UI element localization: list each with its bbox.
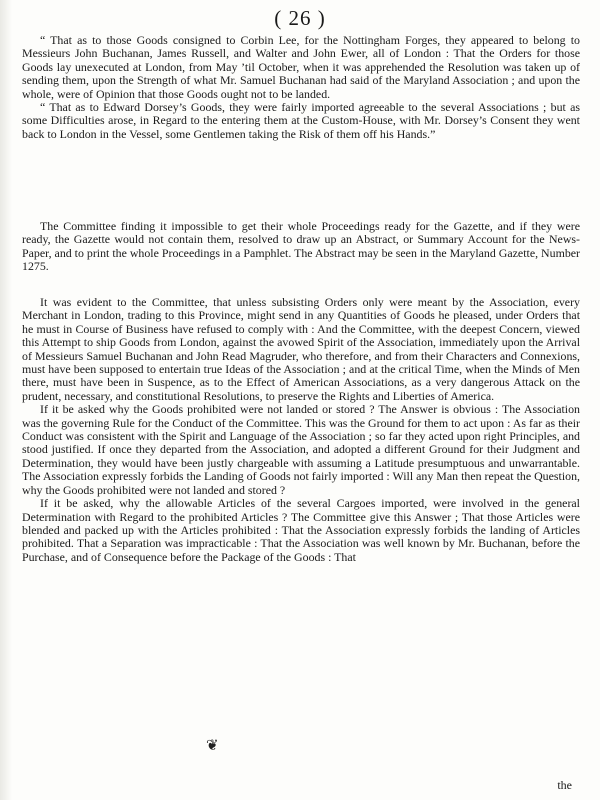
scan-shadow-edge (0, 0, 12, 800)
committee-pamphlet-note (22, 220, 580, 274)
paragraph-corbin-lee-goods: “ That as to those Goods consigned to Corbin Lee, for the Nottingham Forges, they appeared to belong to Messieurs John Buchanan, James Russell, and Walter and John Ewer, all of London : That the Orders for those Goods lay unexecuted at London, from May ’til October, when it was apprehended the Resolution was taken up of sending them, upon the Strength of what Mr. Samuel Buchanan had said of the Maryland Association ; and upon the whole, were of Opinion that those Goods ought not to be landed. (22, 33, 580, 101)
paragraph-committee-abstract: The Committee finding it impossible to get their whole Proceedings ready for the Gazette, and if they were ready, the Gazette would not contain them, resolved to draw up an Abstract, or Summary Account for the News-Paper, and to print the whole Proceedings in a Pamphlet. The Abstract may be seen in the Maryland Gazette, Number 1275. (22, 219, 581, 274)
paragraph-goods-not-landed: If it be asked why the Goods prohibited were not landed or stored ? The Answer is obvious : The Association was the governing Rule for the Conduct of the Committee. This was the Ground for them to act upon : As far as their Conduct was consistent with the Spirit and Language of the Association ; so far they acted upon right Principles, and stood justified. If once they departed from the Association, and adopted a different Ground for their Judgment and Determination, they would have been justly chargeable with assuming a Latitude presumptuous and unwarrantable. The Association expressly forbids the Landing of Goods not fairly imported : Will any Man then repeat the Question, why the Goods prohibited were not landed and stored ? (22, 402, 580, 497)
catchword: the (557, 778, 572, 792)
committee-reasoning (22, 296, 580, 564)
paragraph-allowable-articles: If it be asked, why the allowable Articles of the several Cargoes imported, were involved in the general Determination with Regard to the prohibited Articles ? The Committee give this Answer ; That those Articles were blended and packed up with the Articles prohibited : That the Association expressly forbids the landing of Articles prohibited. That a Separation was impracticable : That the Association was well known by Mr. Buchanan, before the Purchase, and of Consequence before the Package of the Goods : That (22, 496, 580, 564)
page-number: ( 26 ) (274, 6, 326, 30)
paragraph-it-was-evident: It was evident to the Committee, that unless subsisting Orders only were meant by the Association, every Merchant in London, trading to this Province, might send in any Quantities of Goods he pleased, under Orders that he must in Course of Business have refused to comply with : And the Committee, with the deepest Concern, viewed this Attempt to ship Goods from London, against the avowed Spirit of the Association, immediately upon the Arrival of Messieurs Samuel Buchanan and John Read Magruder, who therefore, and from their Characters and Connexions, must have been supposed to entertain true Ideas of the Association ; and at the critical Time, when the Minds of Men there, must have been in Suspence, as to the Effect of American Associations, as a very dangerous Attack on the prudent, necessary, and constitutional Resolutions, to preserve the Rights and Liberties of America. (22, 295, 580, 403)
quoted-resolutions (22, 34, 580, 141)
paragraph-dorsey-goods: “ That as to Edward Dorsey’s Goods, they were fairly imported agreeable to the several Associations ; but as some Difficulties arose, in Regard to the entering them at the Custom-House, with Mr. Dorsey’s Consent they went back to London in the Vessel, some Gentlemen taking the Risk of them off his Hands.” (22, 100, 580, 141)
printers-ornament: ❦ (206, 738, 219, 754)
